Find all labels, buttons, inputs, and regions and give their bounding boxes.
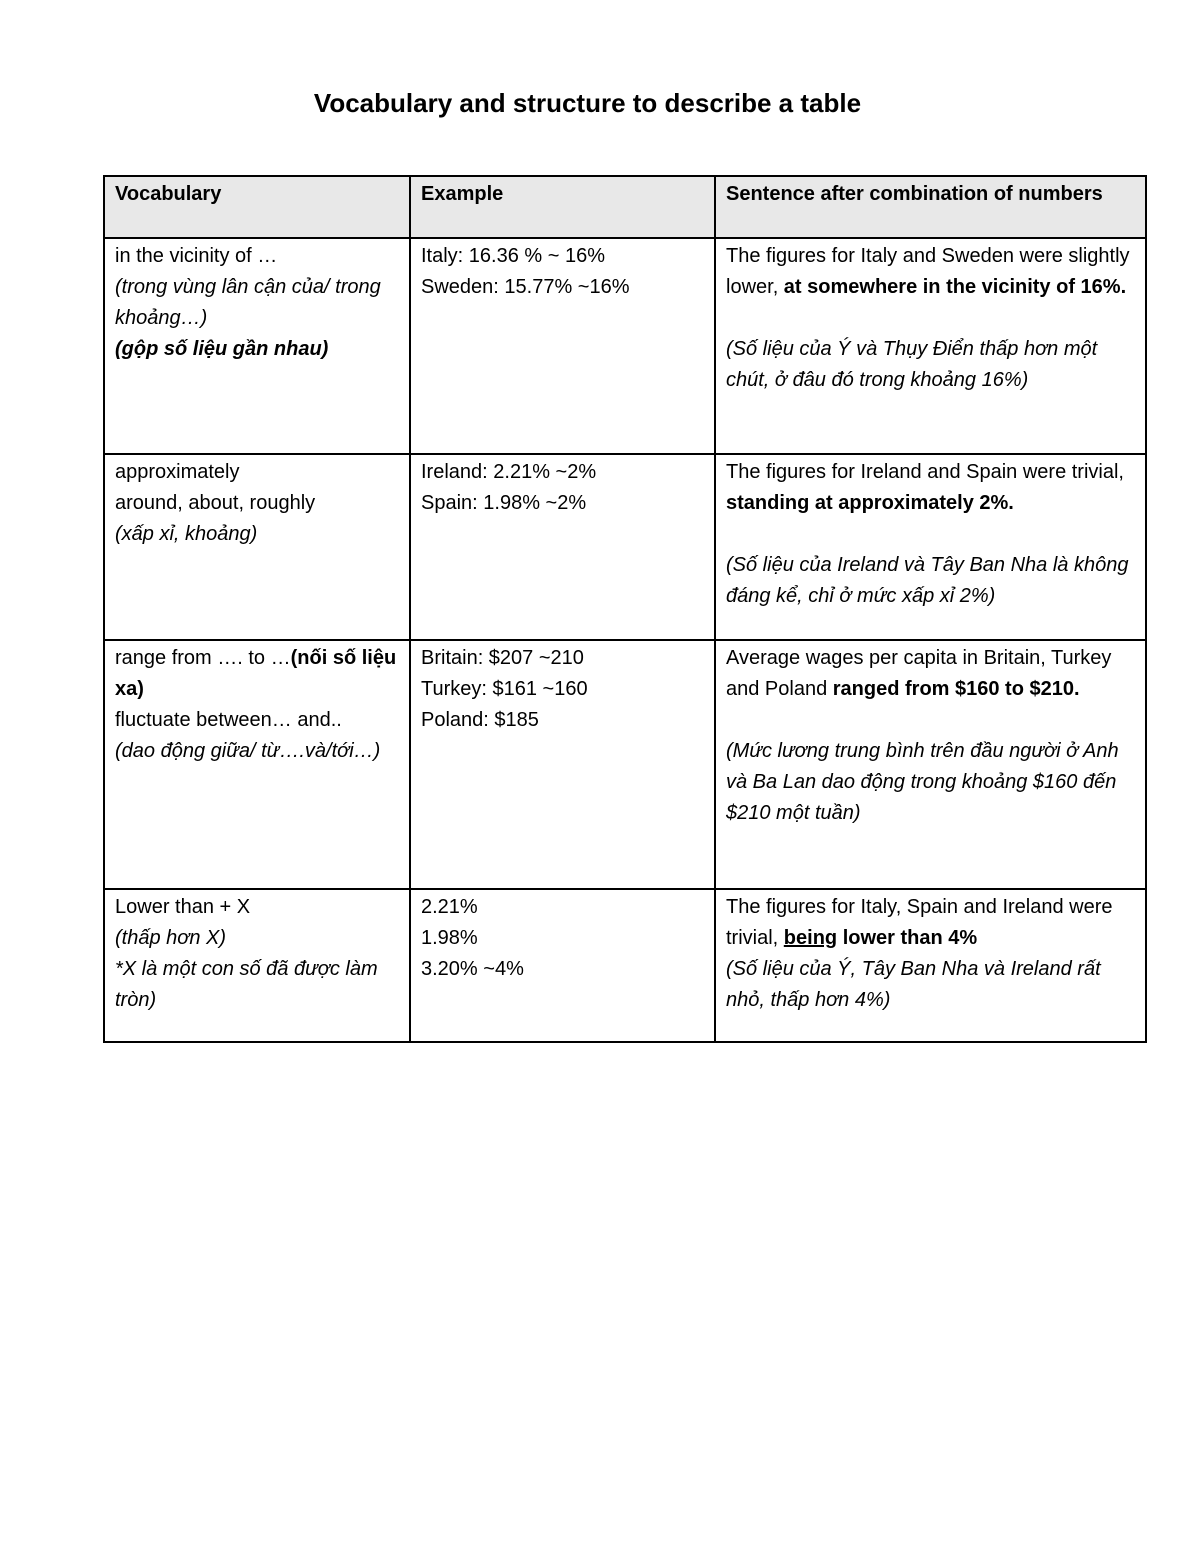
sentence-highlight: ranged from $160 to $210. — [827, 678, 1080, 700]
example-cell — [410, 640, 715, 889]
header-example: Example — [410, 176, 715, 238]
vocab-term: Lower than + X — [115, 896, 251, 918]
vocab-term-note: (nối số liệu xa) — [115, 647, 397, 700]
vocab-cell — [104, 640, 410, 889]
example-cell — [410, 454, 715, 640]
vocab-note: (gộp số liệu gần nhau) — [115, 338, 329, 360]
sentence-cell — [715, 640, 1146, 889]
sentence-text: The figures for Ireland and Spain were trivial, — [726, 461, 1124, 483]
example-line: Italy: 16.36 % ~ 16% — [421, 245, 606, 267]
example-line: Sweden: 15.77% ~16% — [421, 276, 630, 298]
example-cell — [410, 889, 715, 1042]
example-line: Ireland: 2.21% ~2% — [421, 461, 597, 483]
sentence-cell — [715, 889, 1146, 1042]
vocab-gloss: (dao động giữa/ từ….và/tới…) — [115, 740, 381, 762]
example-line: Poland: $185 — [421, 709, 539, 731]
header-sentence: Sentence after combination of numbers — [715, 176, 1146, 238]
sentence-cell — [715, 454, 1146, 640]
sentence-cell — [715, 238, 1146, 454]
example-line: 1.98% — [421, 927, 478, 949]
vocab-term: in the vicinity of … — [115, 245, 278, 267]
example-cell — [410, 238, 715, 454]
table-row — [104, 640, 1146, 889]
sentence-text: The figures for Italy and Sweden were slightly lower, — [726, 245, 1130, 298]
vocab-gloss: (trong vùng lân cận của/ trong khoảng…) — [115, 276, 381, 329]
sentence-highlight: at somewhere in the vicinity of 16%. — [778, 276, 1127, 298]
vocabulary-table — [103, 175, 1147, 1043]
table-row — [104, 889, 1146, 1042]
table-header-row — [104, 176, 1146, 238]
vocab-gloss: (thấp hơn X) — [115, 927, 227, 949]
sentence-text: The figures for Italy, Spain and Ireland were trivial, — [726, 896, 1113, 949]
sentence-highlight: lower than 4% — [837, 927, 978, 949]
example-line: Britain: $207 ~210 — [421, 647, 584, 669]
vocab-term: range from …. to … — [115, 647, 291, 669]
vocab-cell — [104, 454, 410, 640]
sentence-translation: (Số liệu của Ý, Tây Ban Nha và Ireland rất nhỏ, thấp hơn 4%) — [726, 958, 1101, 1011]
table-row — [104, 454, 1146, 640]
sentence-translation: (Số liệu của Ireland và Tây Ban Nha là không đáng kể, chỉ ở mức xấp xỉ 2%) — [726, 554, 1129, 607]
sentence-highlight: standing at approximately 2%. — [726, 492, 1014, 514]
vocab-cell — [104, 889, 410, 1042]
sentence-text: Average wages per capita in Britain, Turkey and Poland — [726, 647, 1112, 700]
example-line: Turkey: $161 ~160 — [421, 678, 588, 700]
vocab-term-alt: around, about, roughly — [115, 492, 316, 514]
example-line: 3.20% ~4% — [421, 958, 524, 980]
vocab-term: approximately — [115, 461, 240, 483]
header-vocabulary: Vocabulary — [104, 176, 410, 238]
table-row — [104, 238, 1146, 454]
page-title: Vocabulary and structure to describe a table — [313, 88, 862, 118]
vocab-cell — [104, 238, 410, 454]
sentence-translation: (Số liệu của Ý và Thụy Điển thấp hơn một chút, ở đâu đó trong khoảng 16%) — [726, 338, 1098, 391]
sentence-translation: (Mức lương trung bình trên đầu người ở Anh và Ba Lan dao động trong khoảng $160 đến $210 một tuần) — [726, 740, 1119, 824]
sentence-underlined: being — [783, 927, 838, 949]
vocab-note: *X là một con số đã được làm tròn) — [115, 958, 378, 1011]
example-line: Spain: 1.98% ~2% — [421, 492, 587, 514]
vocab-term-alt: fluctuate between… and.. — [115, 709, 342, 731]
example-line: 2.21% — [421, 896, 478, 918]
vocab-gloss: (xấp xỉ, khoảng) — [115, 523, 258, 545]
